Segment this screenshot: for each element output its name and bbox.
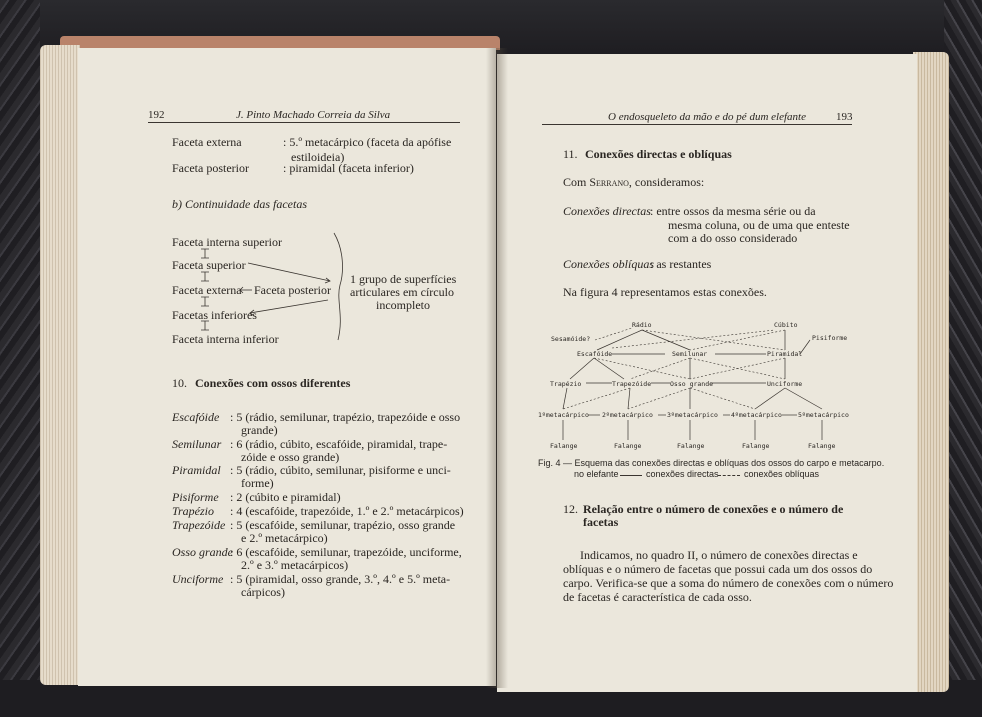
bone-desc: : 5 (rádio, cúbito, semilunar, pisiforme e unci-	[230, 463, 451, 477]
node-escafoide: Escafóide	[577, 350, 613, 358]
bone-desc: : 5 (escafóide, semilunar, trapézio, osso grande	[230, 518, 456, 532]
node-semilunar: Semilunar	[672, 350, 708, 358]
continuity-item: Faceta externa	[172, 283, 242, 297]
caption-direct: conexões directas	[646, 469, 719, 479]
oblique-label: Conexões oblíquas	[563, 257, 654, 271]
continuity-item: Faceta superior	[172, 258, 246, 272]
bone-name: Piramidal	[172, 463, 221, 477]
bone-desc: forme)	[241, 476, 274, 490]
bone-desc: : 2 (cúbito e piramidal)	[230, 490, 341, 504]
legend-solid-line	[620, 475, 642, 476]
paragraph-line: Indicamos, no quadro II, o número de conexões directas e	[580, 548, 858, 562]
node-falange-3: Falange	[677, 442, 705, 450]
paragraph-line: de facetas é característica de cada osso.	[563, 590, 752, 604]
bone-desc: zóide e osso grande)	[241, 450, 340, 464]
brace-note: incompleto	[376, 298, 430, 312]
direct-desc: mesma coluna, ou de uma que enteste	[668, 218, 850, 232]
paragraph-line: oblíquas e o número de facetas que possui cada um dos ossos do	[563, 562, 873, 576]
bone-name: Semilunar	[172, 437, 222, 451]
continuity-heading: b) Continuidade das facetas	[172, 197, 307, 211]
node-metacarpal-3: 3ºmetacárpico	[667, 411, 718, 419]
running-head-right: O endosqueleto da mão e do pé dum elefante	[608, 111, 806, 123]
direct-desc: : entre ossos da mesma série ou da	[650, 204, 816, 218]
node-falange-2: Falange	[614, 442, 642, 450]
continuity-item: Facetas inferiores	[172, 308, 257, 322]
figure-reference: Na figura 4 representamos estas conexões.	[563, 285, 767, 299]
bone-name: Unciforme	[172, 572, 224, 586]
continuity-item: Faceta posterior	[254, 283, 331, 297]
facet-desc: estiloideia)	[291, 150, 345, 164]
bone-desc: grande)	[241, 423, 278, 437]
bone-desc: 2.º e 3.º metacárpicos)	[241, 558, 349, 572]
direct-label: Conexões directas	[563, 204, 651, 218]
continuity-item: Faceta interna inferior	[172, 332, 279, 346]
running-head-left: J. Pinto Machado Correia da Silva	[236, 109, 391, 121]
node-cubito: Cúbito	[774, 321, 798, 329]
legend-dashed-line	[718, 475, 740, 476]
section-number: 10.	[172, 376, 187, 390]
node-sesamoide: Sesamóide?	[551, 335, 591, 343]
figure-caption: Fig. 4 — Esquema das conexões directas e oblíquas dos ossos do carpo e metacarpo.	[538, 458, 885, 468]
node-metacarpal-2: 2ºmetacárpico	[602, 411, 653, 419]
bone-name: Pisiforme	[172, 490, 219, 504]
oblique-desc: : as restantes	[650, 257, 712, 271]
node-metacarpal-5: 5ºmetacárpico	[798, 411, 849, 419]
node-falange-4: Falange	[742, 442, 770, 450]
node-falange-1: Falange	[550, 442, 578, 450]
section-title: facetas	[583, 515, 619, 529]
node-osso-grande: Osso grande	[670, 380, 714, 388]
section-title: Conexões com ossos diferentes	[195, 376, 351, 390]
node-metacarpal-1: 1ºmetacárpico	[538, 411, 589, 419]
facet-desc: : 5.º metacárpico (faceta da apófise	[283, 135, 452, 149]
bone-name: Escafóide	[172, 410, 220, 424]
section-title: Conexões directas e oblíquas	[585, 147, 732, 161]
section-number: 11.	[563, 147, 578, 161]
direct-desc: com a do osso considerado	[668, 231, 798, 245]
intro-line: Com Serrano, consideramos:	[563, 175, 705, 189]
page-number-right: 193	[836, 111, 853, 123]
continuity-item: Faceta interna superior	[172, 235, 282, 249]
bone-desc: : 4 (escafóide, trapezóide, 1.º e 2.º metacárpicos)	[230, 504, 464, 518]
node-falange-5: Falange	[808, 442, 836, 450]
bone-name: Osso grande	[172, 545, 234, 559]
page-number-left: 192	[148, 109, 165, 121]
caption-oblique: conexões oblíquas	[744, 469, 820, 479]
brace-note: 1 grupo de superfícies	[350, 272, 457, 286]
node-unciforme: Unciforme	[767, 380, 803, 388]
bone-name: Trapezóide	[172, 518, 226, 532]
node-trapezio: Trapézio	[550, 380, 582, 388]
facet-label: Faceta posterior	[172, 161, 249, 175]
node-trapezoide: Trapezóide	[612, 380, 652, 388]
node-piramidal: Piramidal	[767, 350, 803, 358]
node-pisiforme: Pisiforme	[812, 334, 848, 342]
author-name: Serrano	[589, 175, 629, 189]
bone-desc: e 2.º metacárpico)	[241, 531, 328, 545]
bone-desc: : 5 (piramidal, osso grande, 3.º, 4.º e 5.º meta-	[230, 572, 451, 586]
facet-label: Faceta externa	[172, 135, 242, 149]
node-radio: Rádio	[632, 321, 652, 329]
node-metacarpal-4: 4ºmetacárpico	[731, 411, 782, 419]
brace-note: articulares em círculo	[350, 285, 454, 299]
section-number: 12.	[563, 502, 578, 516]
caption-no-elefante: no elefante	[574, 469, 619, 479]
section-title: Relação entre o número de conexões e o número de	[583, 502, 844, 516]
bone-desc: : 6 (rádio, cúbito, escafóide, piramidal, trape-	[230, 437, 448, 451]
bone-desc: cárpicos)	[241, 585, 285, 599]
facet-desc: : piramidal (faceta inferior)	[283, 161, 414, 175]
paragraph-line: carpo. Verifica-se que a soma do número de conexões com o número	[563, 576, 894, 590]
bone-desc: : 6 (escafóide, semilunar, trapezóide, unciforme,	[230, 545, 462, 559]
bone-desc: : 5 (rádio, semilunar, trapézio, trapezóide e osso	[230, 410, 461, 424]
bone-name: Trapézio	[172, 504, 215, 518]
